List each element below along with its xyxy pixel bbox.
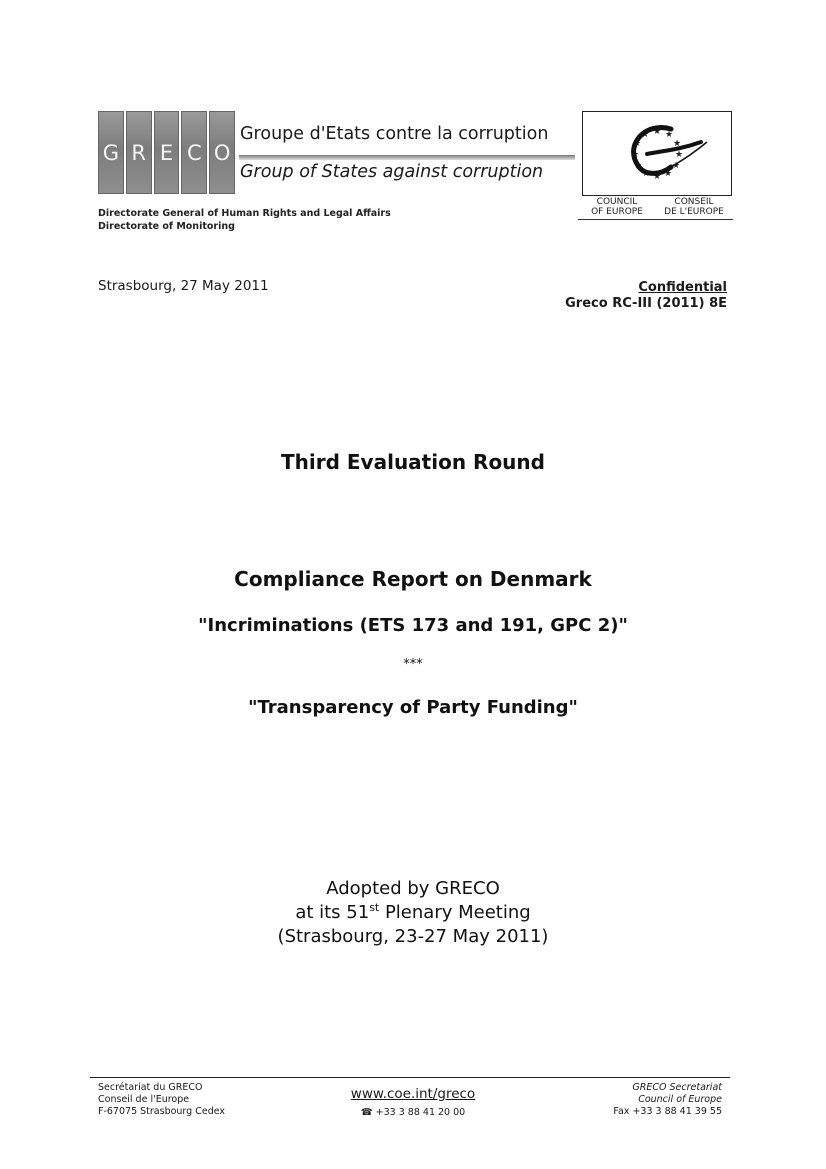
separator-stars: *** [403,657,423,672]
svg-text:★: ★ [672,139,682,149]
phone-number: +33 3 88 41 20 00 [375,1107,466,1118]
adoption-line-2 [0,901,826,925]
adoption-statement [0,877,826,949]
footer-contact [300,1086,526,1118]
footer-line: Council of Europe [638,1094,722,1105]
logo-tile [209,111,235,194]
coe-caption-line: DE L'EUROPE [664,207,724,217]
footer-address-en [613,1082,722,1118]
svg-text:★: ★ [652,127,662,137]
logo-letter: R [131,141,146,165]
adoption-line-2-suffix: Plenary Meeting [379,902,531,923]
svg-text:★: ★ [640,130,650,140]
footer-line: Fax +33 3 88 41 39 55 [613,1106,722,1117]
footer-phone [300,1107,526,1118]
theme-party-funding: "Transparency of Party Funding" [248,697,578,718]
logo-letter: O [213,141,231,165]
council-of-europe-emblem [582,111,732,196]
classification-label: Confidential [638,280,727,295]
logo-tile [98,111,124,194]
svg-text:★: ★ [632,139,642,149]
directorate: Directorate of Monitoring [98,221,235,232]
org-name-en: Group of States against corruption [240,162,544,182]
coe-caption-line: OF EUROPE [591,207,643,217]
footer-divider [90,1077,730,1078]
logo-letter: E [159,141,174,165]
svg-text:★: ★ [652,172,662,182]
svg-text:★: ★ [674,150,684,160]
directorate-lines [98,207,391,233]
logo-letter: G [102,141,120,165]
footer-line: F-67075 Strasbourg Cedex [98,1106,226,1117]
theme-incriminations: "Incriminations (ETS 173 and 191, GPC 2)" [198,615,628,636]
document-reference: Greco RC-III (2011) 8E [565,296,727,311]
logo-letter: C [186,141,202,165]
logo-tile [126,111,152,194]
adoption-line-2-prefix: at its 51 [295,902,370,923]
coe-caption-underline [578,219,733,220]
coe-caption-line: CONSEIL [674,197,714,207]
coe-caption-fr [656,197,732,217]
footer-line: Secrétariat du GRECO [98,1082,203,1093]
adoption-line-1: Adopted by GRECO [326,878,500,899]
website-link[interactable]: www.coe.int/greco [350,1086,476,1102]
footer-line: GRECO Secretariat [632,1082,722,1093]
council-of-europe-logo-icon [583,112,731,195]
org-name-divider [239,155,575,160]
org-name-fr: Groupe d'Etats contre la corruption [240,124,549,144]
footer-line: Conseil de l'Europe [98,1094,190,1105]
footer-address-fr [98,1082,225,1118]
telephone-icon: ☎ [360,1107,373,1118]
svg-text:★: ★ [630,150,640,160]
ordinal-suffix: st [369,901,380,914]
evaluation-round-title: Third Evaluation Round [281,450,545,474]
coe-caption-line: COUNCIL [596,197,638,207]
svg-text:★: ★ [671,161,681,171]
logo-tile [181,111,207,194]
coe-caption-en [582,197,652,217]
logo-tile [154,111,180,194]
svg-text:★: ★ [663,169,673,179]
svg-text:★: ★ [641,169,651,179]
place-date: Strasbourg, 27 May 2011 [98,278,269,294]
svg-text:★: ★ [633,161,643,171]
greco-logo [98,111,235,192]
directorate-general: Directorate General of Human Rights and Legal Affairs [98,208,391,219]
report-title: Compliance Report on Denmark [234,567,592,591]
svg-text:★: ★ [664,130,674,140]
adoption-line-3: (Strasbourg, 23-27 May 2011) [277,926,549,947]
